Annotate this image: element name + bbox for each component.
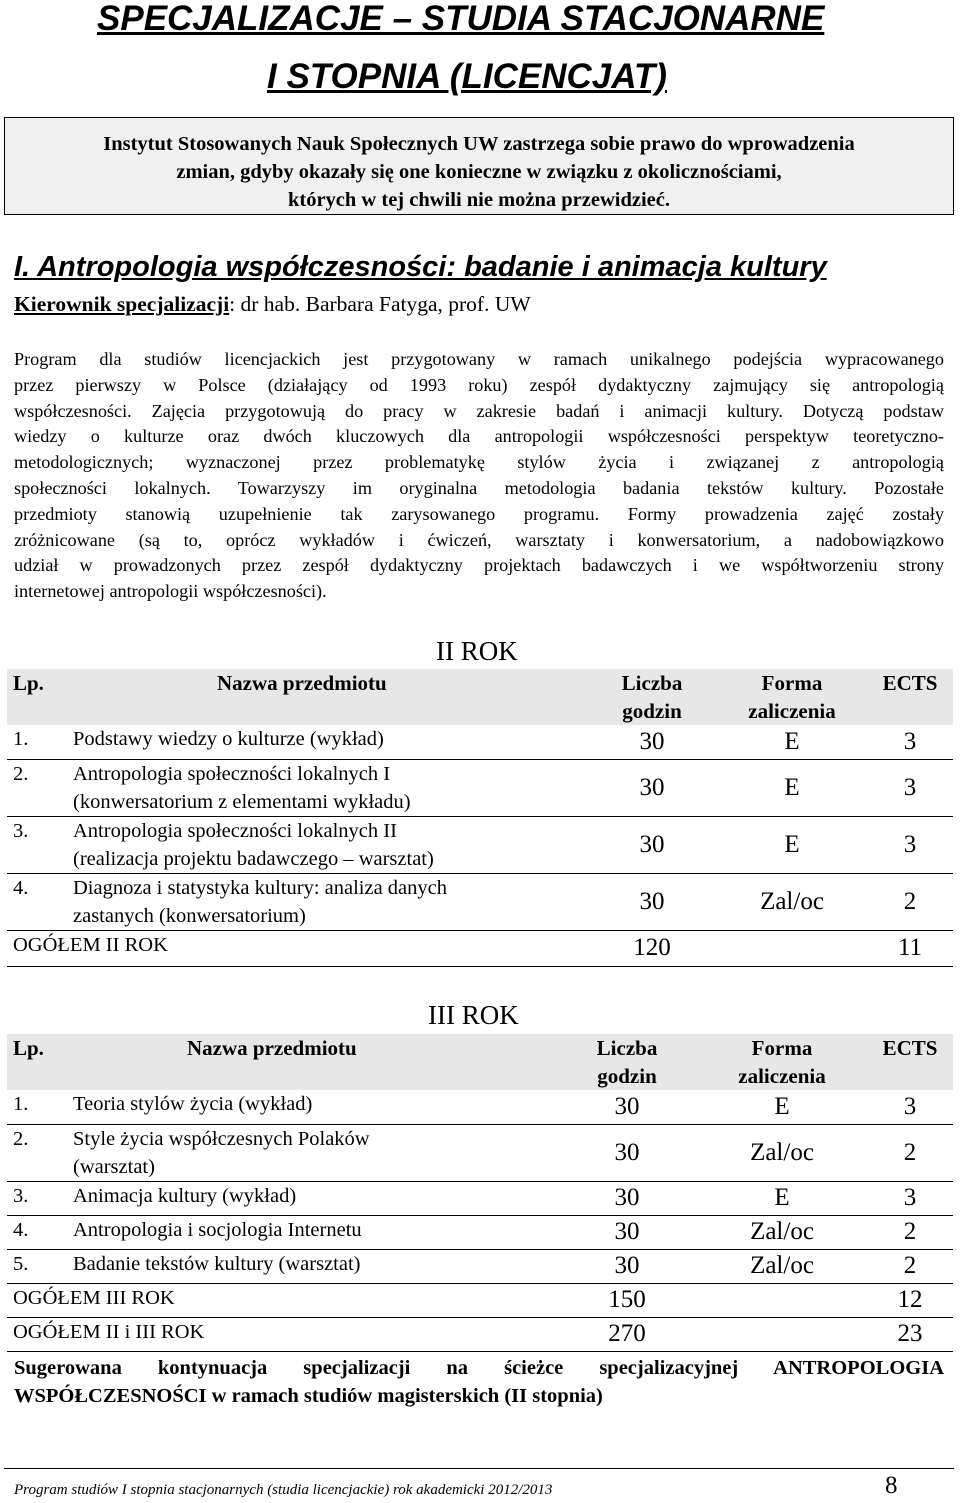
grand-total-ects: 23 <box>867 1317 953 1351</box>
row-lp: 2. <box>7 1124 67 1181</box>
year2-table <box>7 669 953 967</box>
row-hours: 30 <box>557 1090 697 1124</box>
row-ects: 3 <box>867 816 953 873</box>
program-line: współczesności. Zajęcia przygotowują do pracy w zakresie badań i animacji kultury. Dotyczą podstaw <box>14 400 944 421</box>
col-name: Nazwa przedmiotu <box>67 669 587 725</box>
program-line: przez pierwszy w Polsce (działający od 1993 roku) zespół dydaktyczny zajmujący się antropologią <box>14 374 944 395</box>
program-line: udział w prowadzonych przez zespół dydaktyczny projektach badawczych i we współtworzeniu strony <box>14 555 944 576</box>
page-title: SPECJALIZACJE – STUDIA STACJONARNE <box>97 0 825 38</box>
continuation-line: WSPÓŁCZESNOŚCI w ramach studiów magisterskich (II stopnia) <box>14 1385 603 1407</box>
row-name: Teoria stylów życia (wykład) <box>67 1090 557 1124</box>
row-ects: 3 <box>867 1090 953 1124</box>
col-name: Nazwa przedmiotu <box>67 1034 557 1090</box>
row-hours: 30 <box>557 1124 697 1181</box>
section-title: I. Antropologia współczesności: badanie i animacja kultury <box>14 251 827 283</box>
row-hours: 30 <box>557 1181 697 1215</box>
col-hours: Liczba godzin <box>587 669 717 725</box>
total-label: OGÓŁEM II ROK <box>7 930 587 966</box>
row-name: Diagnoza i statystyka kultury: analiza danych zastanych (konwersatorium) <box>67 873 587 930</box>
program-line: wiedzy o kulturze oraz dwóch kluczowych dla antropologii współczesności perspektyw teoretyczno- <box>14 426 944 447</box>
table-row <box>7 1249 953 1283</box>
row-ects: 3 <box>867 759 953 816</box>
year3-title: III ROK <box>428 1000 519 1030</box>
table-row <box>7 725 953 759</box>
row-lp: 4. <box>7 1215 67 1249</box>
total-ects: 12 <box>867 1283 953 1317</box>
continuation-line: Sugerowana kontynuacja specjalizacji na ścieżce specjalizacyjnej ANTROPOLOGIA <box>14 1357 944 1379</box>
total-form-empty <box>697 1283 867 1317</box>
program-line: przedmioty stanowią uzupełnienie tak zarysowanego programu. Formy prowadzenia zajęć zostały <box>14 503 944 524</box>
row-ects: 3 <box>867 1181 953 1215</box>
footer-text: Program studiów I stopnia stacjonarnych (studia licencjackie) rok akademicki 2012/2013 <box>14 1482 553 1498</box>
notice-line: których w tej chwili nie można przewidzieć. <box>287 189 670 211</box>
total-hours: 120 <box>587 930 717 966</box>
program-line: zróżnicowane (są to, oprócz wykładów i ćwiczeń, warsztaty i konwersatorium, a nadobowiązkowo <box>14 529 944 550</box>
row-form: E <box>717 816 867 873</box>
row-form: Zal/oc <box>697 1124 867 1181</box>
row-ects: 2 <box>867 1249 953 1283</box>
row-form: Zal/oc <box>697 1215 867 1249</box>
total-ects: 11 <box>867 930 953 966</box>
row-hours: 30 <box>557 1215 697 1249</box>
table-row <box>7 1215 953 1249</box>
row-lp: 4. <box>7 873 67 930</box>
row-lp: 1. <box>7 1090 67 1124</box>
table-header <box>7 669 953 725</box>
row-ects: 2 <box>867 873 953 930</box>
row-form: E <box>697 1181 867 1215</box>
row-ects: 3 <box>867 725 953 759</box>
manager-value: : dr hab. Barbara Fatyga, prof. UW <box>229 292 531 316</box>
manager-label: Kierownik specjalizacji <box>14 292 230 316</box>
row-ects: 2 <box>867 1124 953 1181</box>
row-name: Podstawy wiedzy o kulturze (wykład) <box>67 725 587 759</box>
notice-box <box>4 117 954 215</box>
row-hours: 30 <box>557 1249 697 1283</box>
section-manager <box>14 289 531 319</box>
total-label: OGÓŁEM III ROK <box>7 1283 557 1317</box>
year3-table <box>7 1034 953 1352</box>
row-form: E <box>717 759 867 816</box>
program-line: metodologicznych; wyznaczonej przez problematykę stylów życia i związanej z antropologią <box>14 452 944 473</box>
notice-line: zmian, gdyby okazały się one konieczne w związku z okolicznościami, <box>176 161 782 183</box>
table-row <box>7 1090 953 1124</box>
row-form: E <box>697 1090 867 1124</box>
row-form: Zal/oc <box>697 1249 867 1283</box>
grand-total-hours: 270 <box>557 1317 697 1351</box>
row-lp: 1. <box>7 725 67 759</box>
notice-line: Instytut Stosowanych Nauk Społecznych UW zastrzega sobie prawo do wprowadzenia <box>103 133 855 155</box>
row-ects: 2 <box>867 1215 953 1249</box>
row-lp: 3. <box>7 1181 67 1215</box>
total-hours: 150 <box>557 1283 697 1317</box>
table-row <box>7 759 953 816</box>
row-name: Badanie tekstów kultury (warsztat) <box>67 1249 557 1283</box>
row-lp: 5. <box>7 1249 67 1283</box>
row-name: Antropologia społeczności lokalnych II (realizacja projektu badawczego – warsztat) <box>67 816 587 873</box>
grand-total-form-empty <box>697 1317 867 1351</box>
col-ects: ECTS <box>867 1034 953 1090</box>
row-name: Animacja kultury (wykład) <box>67 1181 557 1215</box>
total-row <box>7 1283 953 1317</box>
row-hours: 30 <box>587 725 717 759</box>
col-lp: Lp. <box>7 669 67 725</box>
row-name: Style życia współczesnych Polaków (warsztat) <box>67 1124 557 1181</box>
footer-divider <box>4 1468 954 1469</box>
row-hours: 30 <box>587 816 717 873</box>
row-lp: 3. <box>7 816 67 873</box>
program-line: internetowej antropologii współczesności). <box>14 581 327 602</box>
year2-title: II ROK <box>436 636 518 666</box>
col-lp: Lp. <box>7 1034 67 1090</box>
row-form: E <box>717 725 867 759</box>
row-hours: 30 <box>587 759 717 816</box>
col-hours: Liczba godzin <box>557 1034 697 1090</box>
total-form-empty <box>717 930 867 966</box>
row-name: Antropologia społeczności lokalnych I (konwersatorium z elementami wykładu) <box>67 759 587 816</box>
program-description <box>14 347 944 605</box>
page-subtitle: I STOPNIA (LICENCJAT) <box>267 57 667 96</box>
col-form: Forma zaliczenia <box>697 1034 867 1090</box>
table-row <box>7 873 953 930</box>
total-row <box>7 930 953 966</box>
table-row <box>7 1124 953 1181</box>
row-name: Antropologia i socjologia Internetu <box>67 1215 557 1249</box>
grand-total-label: OGÓŁEM II i III ROK <box>7 1317 557 1351</box>
col-ects: ECTS <box>867 669 953 725</box>
row-lp: 2. <box>7 759 67 816</box>
table-header <box>7 1034 953 1090</box>
row-form: Zal/oc <box>717 873 867 930</box>
program-line: Program dla studiów licencjackich jest przygotowany w ramach unikalnego podejścia wypracowanego <box>14 349 944 369</box>
continuation-note <box>14 1354 944 1410</box>
col-form: Forma zaliczenia <box>717 669 867 725</box>
table-row <box>7 816 953 873</box>
page-number: 8 <box>885 1472 898 1499</box>
grand-total-row <box>7 1317 953 1351</box>
row-hours: 30 <box>587 873 717 930</box>
table-row <box>7 1181 953 1215</box>
program-line: społeczności lokalnych. Towarzyszy im oryginalna metodologia badania tekstów kultury. Pozostałe <box>14 477 944 498</box>
